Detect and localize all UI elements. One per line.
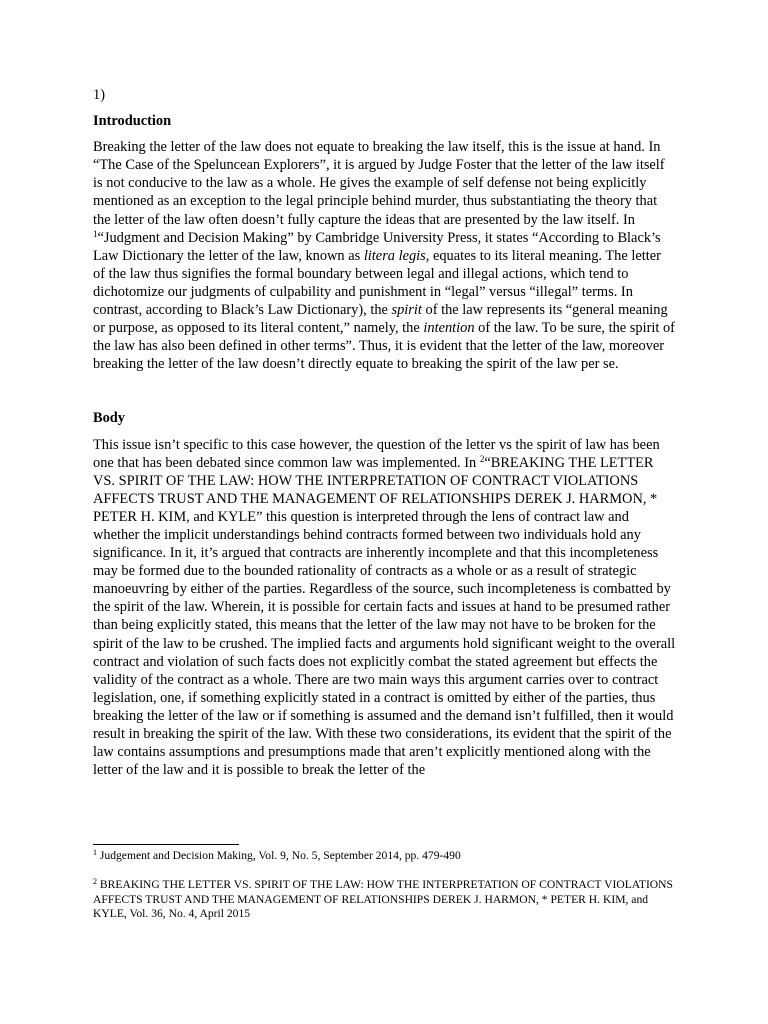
intro-italic-intention: intention [423, 320, 475, 337]
intro-text-2: “Judgment and Decision Making” by Cambridge University Press, it states “According to Black’s Law Dictionary the letter of the law, known as [93, 229, 661, 264]
body-heading: Body [93, 410, 125, 427]
footnote-2 [93, 878, 676, 922]
intro-text-5: of the law. To be sure, the spirit of the law has also been defined in other terms”. Thus, it is evident that the letter of the law, moreover breaking the letter of the law doesn’t directly equate to breaking the spirit of the law per se. [93, 320, 675, 373]
footnote-2-text: BREAKING THE LETTER VS. SPIRIT OF THE LAW: HOW THE INTERPRETATION OF CONTRACT VIOLATIONS AFFECTS TRUST AND THE MANAGEMENT OF RELATIONSHIPS DEREK J. HARMON, * PETER H. KIM, and KYLE, Vol. 36, No. 4, April 2015 [93, 878, 674, 921]
document-page [93, 86, 676, 779]
intro-text-1: Breaking the letter of the law does not equate to breaking the law itself, this is the issue at hand. In “The Case of the Speluncean Explorers”, it is argued by Judge Foster that the letter of the law itself is not conducive to the law as a whole. He gives the example of self defense not being explicitly mentioned as an exception to the legal principle behind murder, thus substantiating the theory that the letter of the law often doesn’t fully capture the ideas that are presented by the law itself. In [93, 139, 665, 228]
footnote-2-mark: 2 [93, 877, 97, 886]
introduction-heading: Introduction [93, 113, 172, 130]
body-text-2: “BREAKING THE LETTER VS. SPIRIT OF THE LAW: HOW THE INTERPRETATION OF CONTRACT VIOLATIONS AFFECTS TRUST AND THE MANAGEMENT OF RELATIONSHIPS DEREK J. HARMON, * PETER H. KIM, and KYLE” this question is interpreted through the lens of contract law and whether the implicit understandings behind contracts formed between two individuals hold any significance. In it, it’s argued that contracts are inherently incomplete and that this incompleteness may be formed due to the bounded rationality of contracts as a whole or as a result of strategic manoeuvring by either of the parties. Regardless of the source, such incompleteness is combatted by the spirit of the law. Wherein, it is possible for certain facts and issues at hand to be presumed rather than being explicitly stated, this means that the letter of the law may not have to be broken for the spirit of the law to be crushed. The implied facts and arguments hold significant weight to the overall contract and violation of such facts does not explicitly combat the stated agreement but effects the validity of the contract as a whole. There are two main ways this argument carries over to contract legislation, one, if something explicitly stated in a contract is omitted by either of the parties, thus breaking the letter of the law or if something is assumed and the demand isn’t fulfilled, then it would result in breaking the spirit of the law. With these two considerations, its evident that the spirit of the law contains assumptions and presumptions made that aren’t explicitly mentioned along with the letter of the law and it is possible to break the letter of the [93, 454, 676, 779]
footnote-separator [93, 844, 239, 845]
body-text-1: This issue isn’t specific to this case however, the question of the letter vs the spirit of law has been one that has been debated since common law was implemented. In [93, 436, 660, 471]
introduction-paragraph [93, 138, 676, 373]
intro-text-3: , equates to its literal meaning. The letter of the law thus signifies the formal boundary between legal and illegal actions, which tend to dichotomize our judgments of culpability and punishment in “legal” versus “illegal” terms. In contrast, according to Black’s Law Dictionary), the [93, 247, 661, 319]
section-number: 1) [93, 87, 105, 103]
intro-text-4: of the law represents its “general meaning or purpose, as opposed to its literal content,” namely, the [93, 302, 668, 337]
intro-italic-litera-legis: litera legis [363, 247, 426, 264]
footnote-ref-1[interactable]: 1 [93, 228, 98, 239]
footnote-1-text: Judgement and Decision Making, Vol. 9, No. 5, September 2014, pp. 479-490 [97, 849, 461, 862]
intro-italic-spirit: spirit [391, 302, 422, 319]
footnote-1-mark: 1 [93, 848, 97, 857]
footnote-ref-2[interactable]: 2 [479, 453, 485, 464]
body-paragraph [93, 436, 676, 780]
footnote-1 [93, 849, 676, 864]
